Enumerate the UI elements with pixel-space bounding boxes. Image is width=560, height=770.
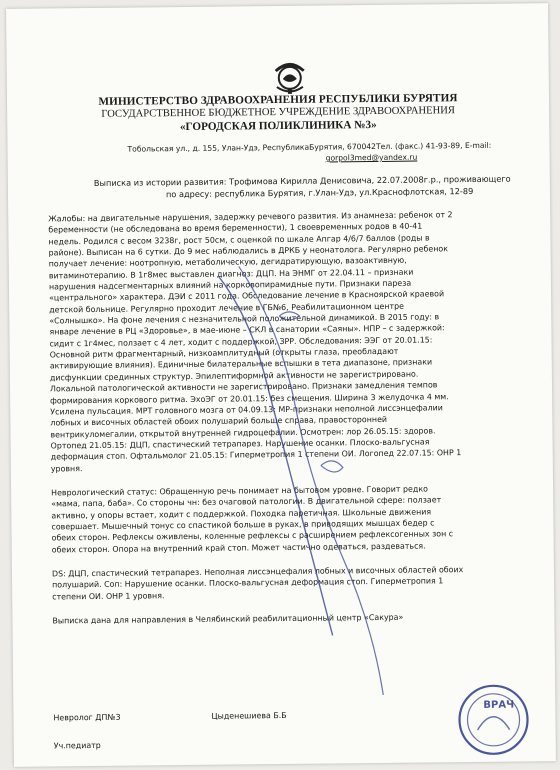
complaints-line: январе лечение в РЦ «Здоровье», в мае-июне – СКЛ в санатории «Саяны». НПР – с задержкой: bbox=[49, 323, 445, 337]
neuro-line: обеих сторон. Опора на внутренний край стоп. Может частично одеваться, раздеваться. bbox=[51, 541, 426, 555]
document-intro bbox=[94, 174, 514, 201]
complaints-line: Усилена пульсация. МРТ головного мозга от 04.09.13: МР-признаки неполной лиссэнцефалии bbox=[50, 403, 443, 417]
doctor-stamp bbox=[453, 671, 556, 767]
complaints-line: лобных и височных областей обоих полушарий больше справа, правосторонней bbox=[50, 415, 388, 428]
complaints-line: получает лечение: ноотропную, метаболическую, дегидратирующую, вазоактивную, bbox=[48, 256, 407, 269]
neuro-line: обеих сторон. Рефлексы оживлены, коленные рефлексы с расширением рефлексогенных зон с bbox=[51, 529, 454, 543]
neuro-line: активно, у опоры встает, ходит с поддержкой. Походка паретичная. Школьные движения bbox=[51, 507, 432, 521]
complaints-line: Локальной патологической активности не зарегистрировано. Признаки замедления темпов bbox=[49, 380, 438, 394]
complaints-section bbox=[48, 208, 529, 474]
complaints-line: деформация стоп. Офтальмолог 21.05.15: Гиперметропия 1 степени ОИ. Логопед 22.07.15: ОНР 1 bbox=[50, 448, 462, 462]
document-body bbox=[48, 208, 530, 626]
complaints-line: «центрального» характера. ДЭИ с 2011 года. Обследование лечение в Красноярской краевой bbox=[49, 289, 445, 303]
complaints-line: вентрикуломегалии, открытой внутренней гидроцефалии. Осмотрен: лор 26.05.15: здоров. bbox=[50, 425, 436, 439]
neuro-line: совершает. Мышечный тонус со спастикой больше в руках, в приводящих мышцах бедер с bbox=[51, 518, 435, 532]
clinic-address: Тобольская ул., д. 155, Улан-Удэ, РеспубликаБурятия, 670042Тел. (факс.) 41-93-89, E-mail: bbox=[127, 140, 492, 154]
complaints-line: детской больнице. Регулярно проходит лечение в ГБ№6, Реабилитационном центре bbox=[49, 301, 405, 315]
institution-title: ГОСУДАРСТВЕННОЕ БЮДЖЕТНОЕ УЧРЕЖДЕНИЕ ЗДРАВООХРАНЕНИЯ bbox=[101, 105, 455, 120]
complaints-line: недель. Родился с весом 3238г, рост 50см, с оценкой по шкале Апгар 4/6/7 баллов (роды в bbox=[48, 233, 430, 247]
republic-emblem-icon bbox=[269, 54, 311, 98]
diagnosis-line: DS: ДЦП, спастический тетрапарез. Неполная лиссэнцефалия лобных и височных областей обоих bbox=[51, 565, 464, 579]
complaints-line: Жалобы: на двигательные нарушения, задержку речевого развития. Из анамнеза: ребенок от 2 bbox=[48, 210, 453, 224]
neurologist-name: Цыденешиева Б.Б bbox=[211, 710, 287, 721]
complaints-line: «Солнышко». На фоне лечения с незначительной положительной динамикой. В 2015 году: в bbox=[49, 312, 440, 326]
document-page bbox=[6, 3, 556, 767]
diagnosis-line: степени ОИ. ОНР 1 уровня. bbox=[52, 590, 165, 602]
diagnosis-line: полушарий. Соп: Нарушение осанки. Плоско-вальгусная деформация стоп. Гиперметропия 1 bbox=[52, 576, 444, 590]
complaints-line: беременности (не обследована во время беременности), 1 своевременных родов в 40-41 bbox=[48, 221, 423, 235]
neuro-line: «мама, папа, баба». Со стороны чн: без очаговой патологии. В двигательной сфере: ползает bbox=[51, 495, 442, 509]
complaints-line: нарушения надсегментарных влияний на корковопирамидные пути. Признаки пареза bbox=[48, 278, 412, 292]
complaints-line: формирования коркового ритма. ЭхоЭГ от 20.01.15: без смещения. Ширина 3 желудочка 4 мм. bbox=[50, 391, 449, 405]
complaints-line: районе). Выписан на 6 сутки. До 9 мес наблюдались в ДРКБ у неонатолога. Регулярно ребенок bbox=[48, 244, 449, 258]
complaints-line: сидит с 1г4мес, ползает с 4 лет, ходит с поддержкой, ЗРР. Обследования: ЭЭГ от 20.01.15: bbox=[49, 335, 433, 349]
complaints-line: активирующие влияния). Единичные билатеральные вспышки в тета диапазоне, признаки bbox=[49, 357, 433, 371]
intro-line-2: по адресу: республика Бурятия, г.Улан-Удэ, ул.Краснофлотская, 12-89 bbox=[165, 185, 474, 199]
neurologist-role: Невролог ДП№3 bbox=[53, 712, 121, 723]
clinic-email: gorpol3med@yandex.ru bbox=[325, 152, 418, 163]
ministry-title: МИНИСТЕРСТВО ЗДРАВООХРАНЕНИЯ РЕСПУБЛИКИ БУРЯТИЯ bbox=[98, 92, 458, 108]
referral-line: Выписка дана для направления в Челябинский реабилитационный центр «Сакура» bbox=[52, 612, 404, 626]
neuro-status-section bbox=[51, 482, 530, 555]
complaints-line: уровня. bbox=[50, 463, 83, 473]
complaints-line: дисфункции срединных структур. Эпилептиформной активности не зарегистрировано. bbox=[49, 369, 419, 383]
complaints-line: Ортопед 21.05.15: ДЦП, спастический тетрапарез. Нарушение осанки. Плоско-вальгусная bbox=[50, 437, 430, 451]
complaints-line: витаминотерапию. В 1г8мес выставлен диагноз: ДЦП. На ЭНМГ от 22.04.11 – признаки bbox=[48, 267, 414, 281]
complaints-line: Основной ритм фрагментарный, низкоамплитудный (открыты глаза, преобладают bbox=[49, 346, 399, 360]
pediatrician-role: Уч.педиатр bbox=[53, 740, 101, 751]
clinic-title: «ГОРОДСКАЯ ПОЛИКЛИНИКА №3» bbox=[179, 118, 377, 134]
neuro-line: Неврологический статус: Обращенную речь понимает на бытовом уровне. Говорит редко bbox=[51, 484, 428, 498]
intro-line-1: Выписка из истории развития: Трофимова Кирилла Денисовича, 22.07.2008г.р., проживающего bbox=[93, 173, 511, 188]
stamp-text: ВРАЧ bbox=[483, 699, 515, 711]
diagnosis-section bbox=[52, 563, 530, 602]
